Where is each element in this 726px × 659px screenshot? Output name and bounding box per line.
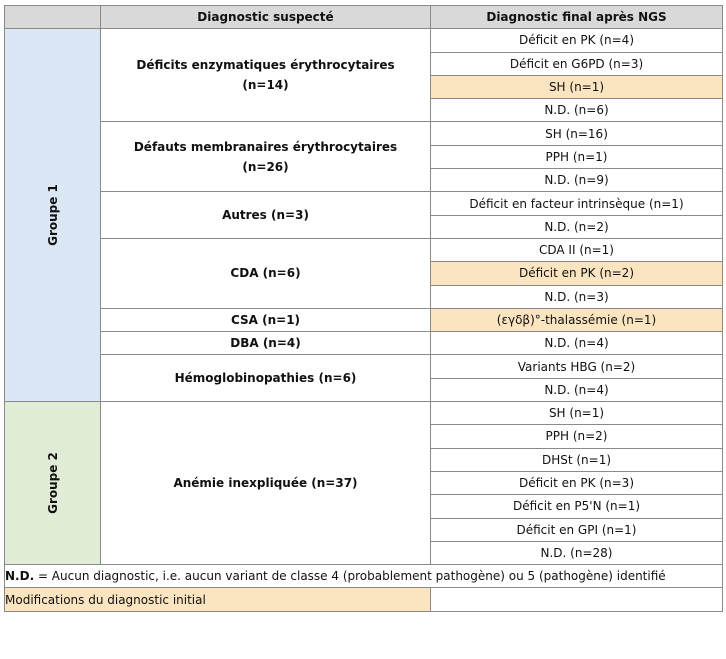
final-diagnosis-cell: N.D. (n=28) [431, 541, 723, 564]
suspected-diagnosis-count: (n=26) [242, 159, 289, 174]
footnote-row [5, 565, 723, 588]
header-suspect: Diagnostic suspecté [101, 6, 431, 29]
final-diagnosis-cell: Variants HBG (n=2) [431, 355, 723, 378]
group-label: Groupe 2 [45, 452, 60, 514]
suspected-diagnosis-name: Déficits enzymatiques érythrocytaires [136, 58, 395, 73]
header-final: Diagnostic final après NGS [431, 6, 723, 29]
footnote-cell [5, 565, 723, 588]
final-diagnosis-cell: DHSt (n=1) [431, 448, 723, 471]
table-row [5, 192, 723, 215]
final-diagnosis-cell: Déficit en GPI (n=1) [431, 518, 723, 541]
final-diagnosis-cell: N.D. (n=4) [431, 332, 723, 355]
final-diagnosis-cell: Déficit en facteur intrinsèque (n=1) [431, 192, 723, 215]
suspected-diagnosis-name: Hémoglobinopathies (n=6) [174, 371, 357, 386]
diagnostic-table-body [5, 6, 723, 612]
suspected-diagnosis-cell [101, 308, 431, 331]
suspected-diagnosis-name: Défauts membranaires érythrocytaires [133, 139, 398, 154]
suspected-diagnosis-count: (n=14) [242, 78, 289, 93]
final-diagnosis-cell: SH (n=1) [431, 402, 723, 425]
final-diagnosis-cell: PPH (n=1) [431, 145, 723, 168]
final-diagnosis-cell: N.D. (n=6) [431, 99, 723, 122]
final-diagnosis-cell: N.D. (n=4) [431, 378, 723, 401]
suspected-diagnosis-cell [101, 238, 431, 308]
suspected-diagnosis-name: DBA (n=4) [230, 336, 301, 351]
suspected-diagnosis-cell [101, 192, 431, 239]
suspected-diagnosis-name: Autres (n=3) [222, 208, 309, 223]
final-diagnosis-cell: Déficit en PK (n=3) [431, 471, 723, 494]
final-diagnosis-cell: Déficit en G6PD (n=3) [431, 52, 723, 75]
table-row [5, 355, 723, 378]
footnote-definition: = Aucun diagnostic, i.e. aucun variant de classe 4 (probablement pathogène) ou 5 (pathogène) identifié [34, 569, 666, 584]
suspected-diagnosis-name: Anémie inexpliquée (n=37) [173, 476, 358, 491]
group-label: Groupe 1 [45, 184, 60, 247]
footnote-term: N.D. [5, 569, 35, 584]
suspected-diagnosis-name: CDA (n=6) [230, 266, 301, 281]
header-corner-cell [5, 6, 101, 29]
final-diagnosis-cell: N.D. (n=3) [431, 285, 723, 308]
table-row [5, 122, 723, 145]
group-cell [5, 402, 101, 565]
suspected-diagnosis-cell [101, 332, 431, 355]
legend-swatch-label: Modifications du diagnostic initial [5, 588, 431, 611]
final-diagnosis-cell: SH (n=16) [431, 122, 723, 145]
legend-row [5, 588, 723, 611]
diagnostic-table [4, 5, 723, 612]
final-diagnosis-cell: Déficit en PK (n=4) [431, 29, 723, 52]
table-row [5, 332, 723, 355]
table-row [5, 402, 723, 425]
suspected-diagnosis-cell [101, 355, 431, 402]
final-diagnosis-cell: N.D. (n=2) [431, 215, 723, 238]
suspected-diagnosis-cell [101, 122, 431, 192]
final-diagnosis-cell: CDA II (n=1) [431, 238, 723, 261]
final-diagnosis-cell: Déficit en PK (n=2) [431, 262, 723, 285]
legend-blank-cell [431, 588, 723, 611]
final-diagnosis-cell: Déficit en P5'N (n=1) [431, 495, 723, 518]
table-row [5, 308, 723, 331]
header-row [5, 6, 723, 29]
final-diagnosis-cell: (εγδβ)°-thalassémie (n=1) [431, 308, 723, 331]
suspected-diagnosis-name: CSA (n=1) [230, 313, 301, 327]
final-diagnosis-cell: SH (n=1) [431, 75, 723, 98]
group-cell [5, 29, 101, 402]
final-diagnosis-cell: N.D. (n=9) [431, 169, 723, 192]
suspected-diagnosis-cell [101, 402, 431, 565]
final-diagnosis-cell: PPH (n=2) [431, 425, 723, 448]
table-row [5, 29, 723, 52]
suspected-diagnosis-cell [101, 29, 431, 122]
table-row [5, 238, 723, 261]
